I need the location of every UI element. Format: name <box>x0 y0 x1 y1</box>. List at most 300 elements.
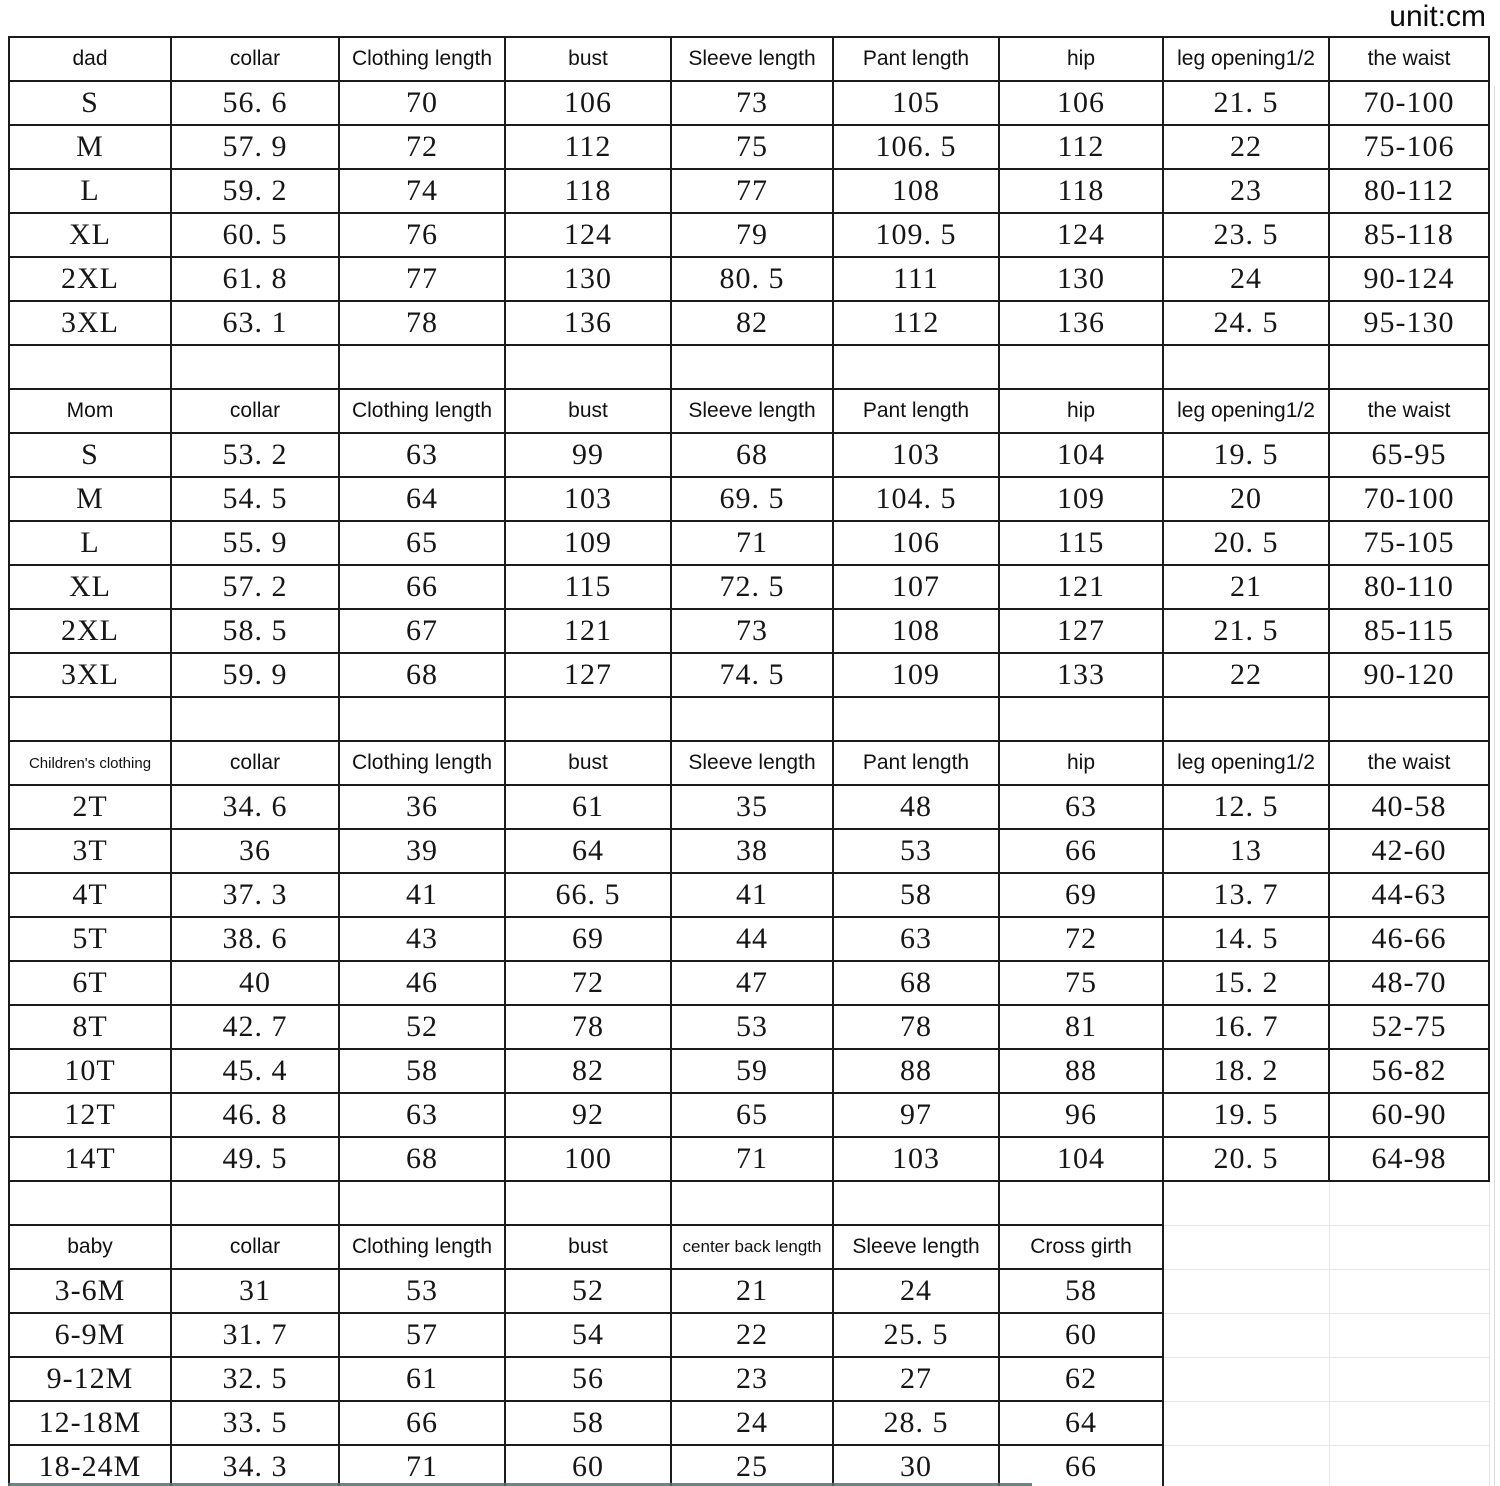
column-header: the waist <box>1329 741 1489 785</box>
value-cell: 34. 3 <box>171 1445 339 1486</box>
size-label-cell: M <box>9 477 171 521</box>
column-header: bust <box>505 1225 671 1269</box>
value-cell: 136 <box>505 301 671 345</box>
value-cell: 104 <box>999 1137 1163 1181</box>
value-cell: 67 <box>339 609 505 653</box>
column-header: collar <box>171 37 339 81</box>
size-label-cell: 14T <box>9 1137 171 1181</box>
size-label-cell: 18-24M <box>9 1445 171 1486</box>
table-row-children <box>9 829 1489 873</box>
empty-cell <box>505 697 671 741</box>
column-header: bust <box>505 389 671 433</box>
size-label-cell: L <box>9 521 171 565</box>
size-label-cell: 8T <box>9 1005 171 1049</box>
table-row-children <box>9 1005 1489 1049</box>
value-cell: 46. 8 <box>171 1093 339 1137</box>
ghost-grid-cell <box>1163 1445 1329 1486</box>
value-cell: 124 <box>505 213 671 257</box>
value-cell: 88 <box>999 1049 1163 1093</box>
value-cell: 90-124 <box>1329 257 1489 301</box>
column-header: Cross girth <box>999 1225 1163 1269</box>
value-cell: 46-66 <box>1329 917 1489 961</box>
size-label-cell: 2XL <box>9 609 171 653</box>
spacer-row <box>9 697 1489 741</box>
value-cell: 121 <box>999 565 1163 609</box>
size-label-cell: 5T <box>9 917 171 961</box>
size-label-cell: 3T <box>9 829 171 873</box>
value-cell: 64 <box>505 829 671 873</box>
value-cell: 96 <box>999 1093 1163 1137</box>
ghost-grid-cell <box>1163 1269 1329 1313</box>
value-cell: 22 <box>1163 125 1329 169</box>
column-header: bust <box>505 741 671 785</box>
size-label-cell: XL <box>9 213 171 257</box>
value-cell: 54 <box>505 1313 671 1357</box>
value-cell: 20 <box>1163 477 1329 521</box>
value-cell: 57 <box>339 1313 505 1357</box>
value-cell: 127 <box>999 609 1163 653</box>
ghost-grid-cell <box>1163 1401 1329 1445</box>
value-cell: 75 <box>671 125 833 169</box>
value-cell: 53. 2 <box>171 433 339 477</box>
column-header: Clothing length <box>339 1225 505 1269</box>
value-cell: 58 <box>505 1401 671 1445</box>
column-header: leg opening1/2 <box>1163 37 1329 81</box>
table-row-mom <box>9 477 1489 521</box>
column-header: collar <box>171 389 339 433</box>
value-cell: 56-82 <box>1329 1049 1489 1093</box>
empty-cell <box>833 697 999 741</box>
value-cell: 78 <box>833 1005 999 1049</box>
value-cell: 32. 5 <box>171 1357 339 1401</box>
value-cell: 55. 9 <box>171 521 339 565</box>
value-cell: 70 <box>339 81 505 125</box>
ghost-grid-cell <box>1329 1401 1489 1445</box>
column-header: Pant length <box>833 741 999 785</box>
value-cell: 112 <box>833 301 999 345</box>
value-cell: 81 <box>999 1005 1163 1049</box>
value-cell: 73 <box>671 609 833 653</box>
column-header: Children's clothing <box>9 741 171 785</box>
value-cell: 124 <box>999 213 1163 257</box>
value-cell: 56. 6 <box>171 81 339 125</box>
ghost-grid-cell <box>1329 1313 1489 1357</box>
value-cell: 53 <box>833 829 999 873</box>
value-cell: 30 <box>833 1445 999 1486</box>
empty-cell <box>9 1181 171 1225</box>
value-cell: 66. 5 <box>505 873 671 917</box>
column-header: Sleeve length <box>671 389 833 433</box>
value-cell: 109. 5 <box>833 213 999 257</box>
value-cell: 24. 5 <box>1163 301 1329 345</box>
value-cell: 75-106 <box>1329 125 1489 169</box>
value-cell: 107 <box>833 565 999 609</box>
table-row-dad <box>9 213 1489 257</box>
column-header: collar <box>171 741 339 785</box>
value-cell: 18. 2 <box>1163 1049 1329 1093</box>
value-cell: 106. 5 <box>833 125 999 169</box>
table-row-dad <box>9 257 1489 301</box>
value-cell: 80-112 <box>1329 169 1489 213</box>
value-cell: 88 <box>833 1049 999 1093</box>
column-header: hip <box>999 389 1163 433</box>
value-cell: 74. 5 <box>671 653 833 697</box>
value-cell: 39 <box>339 829 505 873</box>
table-row-baby <box>9 1313 1489 1357</box>
column-header: hip <box>999 741 1163 785</box>
size-label-cell: 6T <box>9 961 171 1005</box>
size-label-cell: 2T <box>9 785 171 829</box>
empty-cell <box>999 697 1163 741</box>
empty-cell <box>339 345 505 389</box>
value-cell: 64 <box>339 477 505 521</box>
value-cell: 44-63 <box>1329 873 1489 917</box>
table-row-mom <box>9 653 1489 697</box>
table-row-baby <box>9 1401 1489 1445</box>
column-header: Sleeve length <box>833 1225 999 1269</box>
value-cell: 49. 5 <box>171 1137 339 1181</box>
empty-cell <box>1329 345 1489 389</box>
table-row-dad <box>9 81 1489 125</box>
value-cell: 13. 7 <box>1163 873 1329 917</box>
table-row-children <box>9 1093 1489 1137</box>
value-cell: 111 <box>833 257 999 301</box>
value-cell: 69 <box>505 917 671 961</box>
value-cell: 78 <box>505 1005 671 1049</box>
value-cell: 42-60 <box>1329 829 1489 873</box>
value-cell: 65-95 <box>1329 433 1489 477</box>
value-cell: 21. 5 <box>1163 609 1329 653</box>
section-header-row-children <box>9 741 1489 785</box>
table-row-children <box>9 785 1489 829</box>
column-header: Clothing length <box>339 741 505 785</box>
value-cell: 97 <box>833 1093 999 1137</box>
unit-label: unit:cm <box>1389 0 1486 33</box>
value-cell: 73 <box>671 81 833 125</box>
value-cell: 75-105 <box>1329 521 1489 565</box>
value-cell: 63 <box>339 1093 505 1137</box>
value-cell: 74 <box>339 169 505 213</box>
empty-cell <box>505 345 671 389</box>
value-cell: 20. 5 <box>1163 521 1329 565</box>
value-cell: 68 <box>833 961 999 1005</box>
value-cell: 112 <box>999 125 1163 169</box>
value-cell: 71 <box>339 1445 505 1486</box>
column-header: Mom <box>9 389 171 433</box>
empty-cell <box>171 1181 339 1225</box>
value-cell: 20. 5 <box>1163 1137 1329 1181</box>
value-cell: 82 <box>505 1049 671 1093</box>
column-header: bust <box>505 37 671 81</box>
size-label-cell: 2XL <box>9 257 171 301</box>
ghost-grid-cell <box>1329 1445 1489 1486</box>
value-cell: 95-130 <box>1329 301 1489 345</box>
value-cell: 47 <box>671 961 833 1005</box>
size-label-cell: 3XL <box>9 653 171 697</box>
value-cell: 106 <box>833 521 999 565</box>
value-cell: 65 <box>671 1093 833 1137</box>
value-cell: 85-118 <box>1329 213 1489 257</box>
value-cell: 24 <box>671 1401 833 1445</box>
value-cell: 23 <box>671 1357 833 1401</box>
value-cell: 24 <box>833 1269 999 1313</box>
value-cell: 115 <box>505 565 671 609</box>
value-cell: 63 <box>833 917 999 961</box>
size-label-cell: 12-18M <box>9 1401 171 1445</box>
value-cell: 77 <box>671 169 833 213</box>
value-cell: 19. 5 <box>1163 1093 1329 1137</box>
value-cell: 104. 5 <box>833 477 999 521</box>
value-cell: 16. 7 <box>1163 1005 1329 1049</box>
column-header: Clothing length <box>339 389 505 433</box>
value-cell: 13 <box>1163 829 1329 873</box>
value-cell: 66 <box>339 1401 505 1445</box>
size-label-cell: 9-12M <box>9 1357 171 1401</box>
value-cell: 37. 3 <box>171 873 339 917</box>
value-cell: 106 <box>999 81 1163 125</box>
value-cell: 104 <box>999 433 1163 477</box>
spacer-row <box>9 1181 1489 1225</box>
value-cell: 63. 1 <box>171 301 339 345</box>
value-cell: 130 <box>505 257 671 301</box>
column-header: Pant length <box>833 37 999 81</box>
value-cell: 109 <box>505 521 671 565</box>
value-cell: 71 <box>671 1137 833 1181</box>
empty-cell <box>505 1181 671 1225</box>
size-label-cell: 10T <box>9 1049 171 1093</box>
value-cell: 60-90 <box>1329 1093 1489 1137</box>
value-cell: 60. 5 <box>171 213 339 257</box>
table-row-children <box>9 1049 1489 1093</box>
table-row-children <box>9 1137 1489 1181</box>
value-cell: 60 <box>505 1445 671 1486</box>
size-label-cell: 3XL <box>9 301 171 345</box>
value-cell: 80. 5 <box>671 257 833 301</box>
value-cell: 58 <box>999 1269 1163 1313</box>
value-cell: 72 <box>505 961 671 1005</box>
table-row-mom <box>9 565 1489 609</box>
value-cell: 21 <box>671 1269 833 1313</box>
value-cell: 45. 4 <box>171 1049 339 1093</box>
value-cell: 56 <box>505 1357 671 1401</box>
value-cell: 52-75 <box>1329 1005 1489 1049</box>
value-cell: 66 <box>999 1445 1163 1486</box>
column-header: leg opening1/2 <box>1163 389 1329 433</box>
value-cell: 85-115 <box>1329 609 1489 653</box>
value-cell: 103 <box>505 477 671 521</box>
value-cell: 61. 8 <box>171 257 339 301</box>
value-cell: 77 <box>339 257 505 301</box>
value-cell: 72. 5 <box>671 565 833 609</box>
value-cell: 25 <box>671 1445 833 1486</box>
empty-cell <box>171 345 339 389</box>
value-cell: 22 <box>671 1313 833 1357</box>
column-header: hip <box>999 37 1163 81</box>
column-header: leg opening1/2 <box>1163 741 1329 785</box>
ghost-grid-cell <box>1163 1181 1329 1225</box>
ghost-grid-cell <box>1329 1269 1489 1313</box>
value-cell: 70-100 <box>1329 477 1489 521</box>
value-cell: 109 <box>833 653 999 697</box>
value-cell: 24 <box>1163 257 1329 301</box>
value-cell: 48-70 <box>1329 961 1489 1005</box>
value-cell: 58 <box>339 1049 505 1093</box>
column-header: dad <box>9 37 171 81</box>
value-cell: 36 <box>171 829 339 873</box>
value-cell: 82 <box>671 301 833 345</box>
empty-cell <box>833 1181 999 1225</box>
value-cell: 112 <box>505 125 671 169</box>
value-cell: 52 <box>339 1005 505 1049</box>
empty-cell <box>999 1181 1163 1225</box>
value-cell: 130 <box>999 257 1163 301</box>
value-cell: 40-58 <box>1329 785 1489 829</box>
value-cell: 36 <box>339 785 505 829</box>
value-cell: 57. 9 <box>171 125 339 169</box>
value-cell: 21 <box>1163 565 1329 609</box>
ghost-grid-cell <box>1329 1225 1489 1269</box>
empty-cell <box>1163 697 1329 741</box>
value-cell: 79 <box>671 213 833 257</box>
value-cell: 54. 5 <box>171 477 339 521</box>
empty-cell <box>671 345 833 389</box>
value-cell: 118 <box>999 169 1163 213</box>
value-cell: 68 <box>339 653 505 697</box>
value-cell: 99 <box>505 433 671 477</box>
value-cell: 136 <box>999 301 1163 345</box>
value-cell: 69. 5 <box>671 477 833 521</box>
value-cell: 63 <box>999 785 1163 829</box>
column-header: collar <box>171 1225 339 1269</box>
value-cell: 34. 6 <box>171 785 339 829</box>
value-cell: 109 <box>999 477 1163 521</box>
value-cell: 44 <box>671 917 833 961</box>
value-cell: 66 <box>339 565 505 609</box>
value-cell: 12. 5 <box>1163 785 1329 829</box>
column-header: Clothing length <box>339 37 505 81</box>
value-cell: 19. 5 <box>1163 433 1329 477</box>
value-cell: 23. 5 <box>1163 213 1329 257</box>
value-cell: 59. 2 <box>171 169 339 213</box>
value-cell: 31. 7 <box>171 1313 339 1357</box>
empty-cell <box>339 1181 505 1225</box>
value-cell: 35 <box>671 785 833 829</box>
empty-cell <box>1163 345 1329 389</box>
value-cell: 90-120 <box>1329 653 1489 697</box>
section-header-row-dad <box>9 37 1489 81</box>
column-header: Sleeve length <box>671 741 833 785</box>
spacer-row <box>9 345 1489 389</box>
table-row-dad <box>9 169 1489 213</box>
value-cell: 27 <box>833 1357 999 1401</box>
table-row-dad <box>9 125 1489 169</box>
empty-cell <box>833 345 999 389</box>
table-row-mom <box>9 609 1489 653</box>
size-label-cell: M <box>9 125 171 169</box>
ghost-grid-cell <box>1163 1357 1329 1401</box>
value-cell: 46 <box>339 961 505 1005</box>
empty-cell <box>9 345 171 389</box>
value-cell: 103 <box>833 1137 999 1181</box>
table-row-children <box>9 917 1489 961</box>
value-cell: 43 <box>339 917 505 961</box>
value-cell: 75 <box>999 961 1163 1005</box>
value-cell: 78 <box>339 301 505 345</box>
value-cell: 41 <box>671 873 833 917</box>
value-cell: 65 <box>339 521 505 565</box>
value-cell: 108 <box>833 169 999 213</box>
size-label-cell: 3-6M <box>9 1269 171 1313</box>
value-cell: 60 <box>999 1313 1163 1357</box>
table-row-mom <box>9 521 1489 565</box>
ghost-grid-cell <box>1329 1181 1489 1225</box>
value-cell: 115 <box>999 521 1163 565</box>
table-row-mom <box>9 433 1489 477</box>
value-cell: 53 <box>671 1005 833 1049</box>
value-cell: 127 <box>505 653 671 697</box>
empty-cell <box>1329 697 1489 741</box>
size-label-cell: L <box>9 169 171 213</box>
column-header: Pant length <box>833 389 999 433</box>
value-cell: 38. 6 <box>171 917 339 961</box>
value-cell: 63 <box>339 433 505 477</box>
size-label-cell: 6-9M <box>9 1313 171 1357</box>
size-label-cell: 4T <box>9 873 171 917</box>
value-cell: 62 <box>999 1357 1163 1401</box>
size-label-cell: S <box>9 433 171 477</box>
ghost-grid-cell <box>1163 1313 1329 1357</box>
value-cell: 69 <box>999 873 1163 917</box>
table-row-baby <box>9 1357 1489 1401</box>
empty-cell <box>671 697 833 741</box>
value-cell: 106 <box>505 81 671 125</box>
empty-cell <box>171 697 339 741</box>
table-body <box>9 37 1489 1486</box>
value-cell: 33. 5 <box>171 1401 339 1445</box>
value-cell: 103 <box>833 433 999 477</box>
value-cell: 57. 2 <box>171 565 339 609</box>
size-label-cell: S <box>9 81 171 125</box>
column-header: the waist <box>1329 389 1489 433</box>
column-header: baby <box>9 1225 171 1269</box>
value-cell: 59. 9 <box>171 653 339 697</box>
value-cell: 61 <box>339 1357 505 1401</box>
value-cell: 21. 5 <box>1163 81 1329 125</box>
value-cell: 38 <box>671 829 833 873</box>
empty-cell <box>671 1181 833 1225</box>
value-cell: 100 <box>505 1137 671 1181</box>
column-header: Sleeve length <box>671 37 833 81</box>
table-row-baby <box>9 1445 1489 1486</box>
value-cell: 64-98 <box>1329 1137 1489 1181</box>
value-cell: 25. 5 <box>833 1313 999 1357</box>
size-label-cell: XL <box>9 565 171 609</box>
value-cell: 23 <box>1163 169 1329 213</box>
value-cell: 80-110 <box>1329 565 1489 609</box>
size-label-cell: 12T <box>9 1093 171 1137</box>
value-cell: 68 <box>339 1137 505 1181</box>
value-cell: 59 <box>671 1049 833 1093</box>
value-cell: 105 <box>833 81 999 125</box>
value-cell: 58 <box>833 873 999 917</box>
value-cell: 28. 5 <box>833 1401 999 1445</box>
value-cell: 92 <box>505 1093 671 1137</box>
value-cell: 22 <box>1163 653 1329 697</box>
value-cell: 108 <box>833 609 999 653</box>
value-cell: 40 <box>171 961 339 1005</box>
table-row-children <box>9 873 1489 917</box>
column-header: center back length <box>671 1225 833 1269</box>
